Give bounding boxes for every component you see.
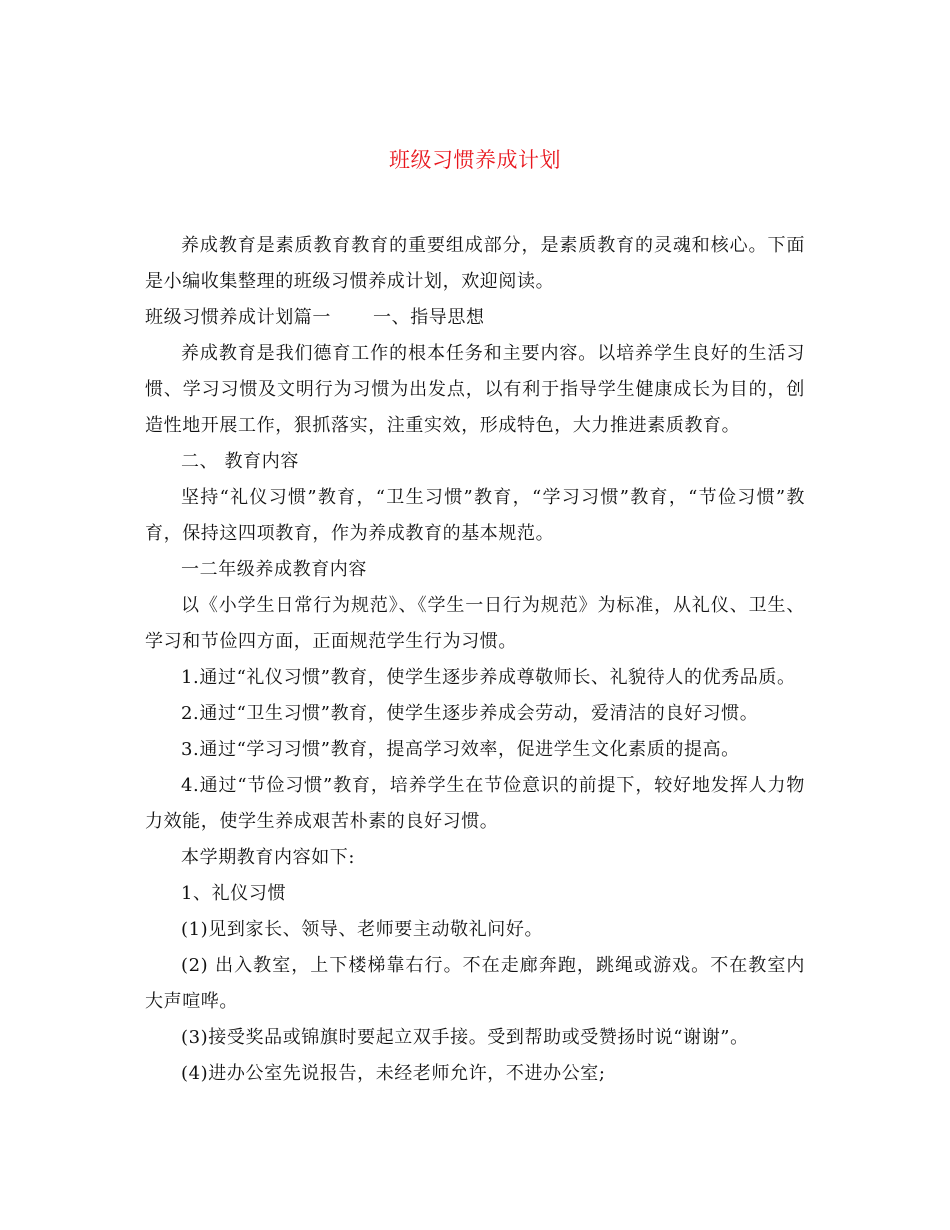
list-item-3: 3.通过“学习习惯”教育，提高学习效率，促进学生文化素质的提高。: [181, 739, 740, 760]
rule-1: (1)见到家长、领导、老师要主动敬礼问好。: [181, 919, 544, 940]
paragraph-guiding-thought: 养成教育是我们德育工作的根本任务和主要内容。以培养学生良好的生活习惯、学习习惯及文明行为习惯为出发点，以有利于指导学生健康成长为目的，创造性地开展工作，狠抓落实，注重实效，形成特色，大力推进素质教育。: [145, 343, 805, 436]
etiquette-heading: 1、礼仪习惯: [181, 883, 287, 904]
list-item-1: 1.通过“礼仪习惯”教育，使学生逐步养成尊敬师长、礼貌待人的优秀品质。: [181, 667, 796, 688]
paragraph-four-habits: 坚持“礼仪习惯”教育，“卫生习惯”教育，“学习习惯”教育，“节俭习惯”教育，保持这四项教育，作为养成教育的基本规范。: [145, 487, 805, 544]
semester-heading: 本学期教育内容如下:: [181, 847, 356, 868]
paragraph-standards: 以《小学生日常行为规范》、《学生一日行为规范》为标准，从礼仪、卫生、学习和节俭四方面，正面规范学生行为习惯。: [145, 595, 805, 652]
paragraph-intro: 养成教育是素质教育教育的重要组成部分，是素质教育的灵魂和核心。下面是小编收集整理的班级习惯养成计划，欢迎阅读。: [145, 235, 805, 292]
rule-4: (4)进办公室先说报告，未经老师允许，不进办公室;: [181, 1063, 606, 1084]
paragraph-part1-heading: [145, 300, 805, 336]
rule-2: (2) 出入教室，上下楼梯靠右行。不在走廊奔跑，跳绳或游戏。不在教室内大声喧哗。: [145, 955, 805, 1012]
grade12-heading: 一二年级养成教育内容: [181, 559, 367, 580]
rule-3: (3)接受奖品或锦旗时要起立双手接。受到帮助或受赞扬时说“谢谢”。: [181, 1027, 749, 1048]
section1-heading: 一、指导思想: [373, 307, 485, 328]
section2-heading: 二、 教育内容: [181, 451, 299, 472]
list-item-2: 2.通过“卫生习惯”教育，使学生逐步养成会劳动，爱清洁的良好习惯。: [181, 703, 759, 724]
document-title: 班级习惯养成计划: [389, 148, 561, 172]
part1-title: 班级习惯养成计划篇一: [145, 307, 331, 328]
list-item-4: 4.通过“节俭习惯”教育，培养学生在节俭意识的前提下，较好地发挥人力物力效能，使学生养成艰苦朴素的良好习惯。: [145, 775, 805, 832]
document-body: [145, 228, 805, 1092]
